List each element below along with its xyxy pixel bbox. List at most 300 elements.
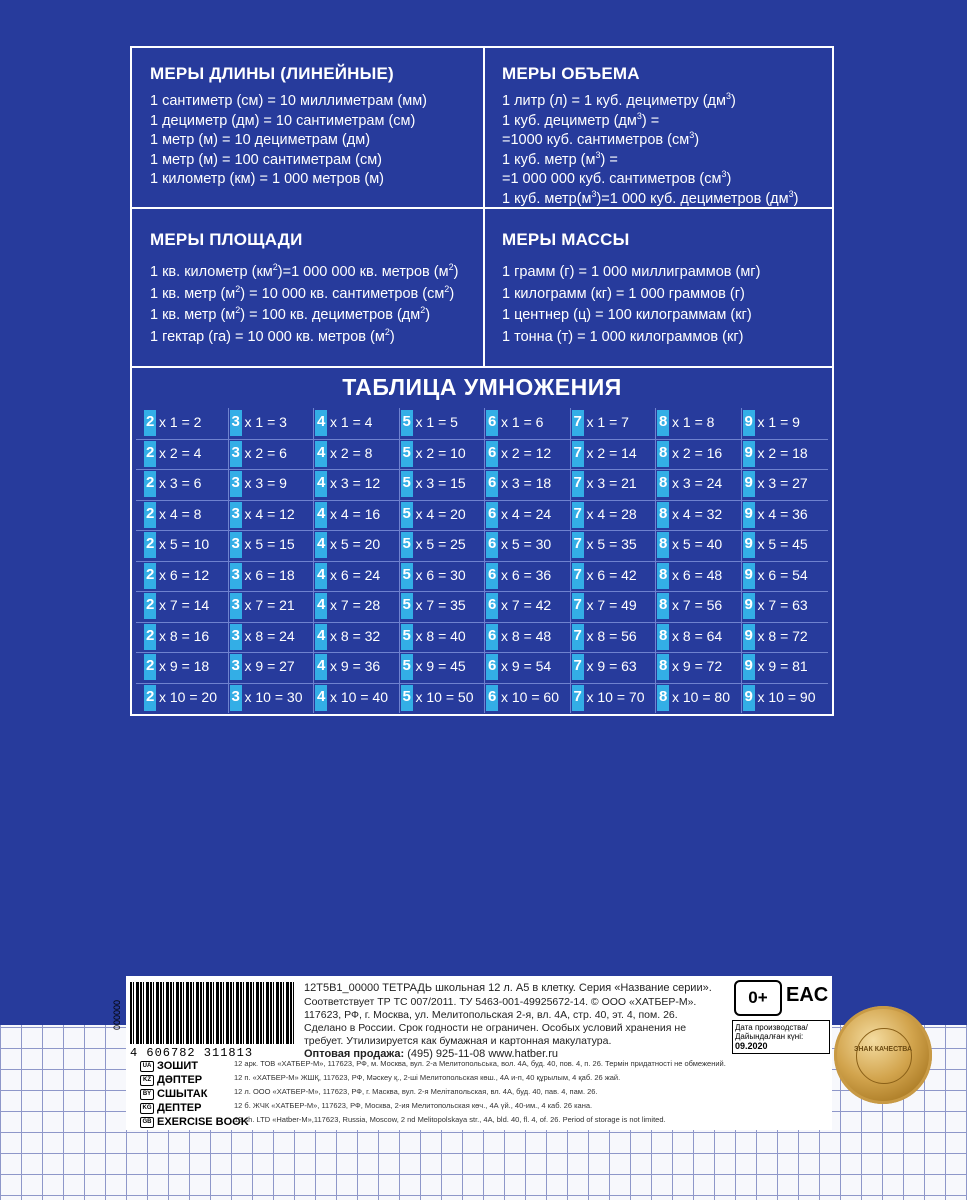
cell-expression: x 8 = 40 [415,627,466,644]
cell-expression: x 2 = 12 [501,444,552,461]
cell-multiplier: 4 [317,413,326,430]
multiplication-cell [743,441,827,467]
multiplication-cell [486,441,570,467]
multiplication-row [144,441,828,467]
cell-expression: x 7 = 56 [672,597,723,613]
cell-multiplier: 6 [488,687,497,705]
cell-multiplier: 3 [231,413,240,430]
multiplication-row [144,654,828,680]
length-line: 1 дециметр (дм) = 10 сантиметрам (см) [150,112,416,129]
multiplication-cell [572,654,656,680]
cell-expression: x 9 = 54 [501,658,552,674]
cell-multiplier: 9 [744,626,753,644]
area-line: 1 гектар (га) = 10 000 кв. метров $(м^2)$ [150,326,395,345]
barcode [130,982,296,1044]
multiplication-cell [572,563,656,589]
cell-expression: x 2 = 4 [159,444,202,461]
mass-line: 1 грамм (г) = 1 000 миллиграммов (мг) [502,264,761,280]
multiplication-cell [401,593,485,619]
column-divider [655,408,656,713]
row-divider [136,530,828,531]
cell-expression: x 8 = 64 [672,627,723,644]
cell-expression: x 1 = 9 [757,414,800,430]
cell-expression: x 4 = 12 [244,505,295,522]
cell-multiplier: 7 [573,657,582,674]
multiplication-row [144,502,828,528]
cell-multiplier: 9 [744,504,753,522]
cell-expression: x 5 = 15 [244,536,295,552]
multiplication-cell [401,410,485,436]
multiplication-cell [743,624,827,650]
cell-multiplier: 2 [146,565,155,583]
lang-text: 12 б. ЖЧК «ХАТБЕР-М», 117623, РФ, Москва, 2-ия Мелитопольская көч., 4А үй., 40-им., 4 каб. 26 кана. [234,1101,593,1110]
cell-expression: x 3 = 15 [415,475,466,491]
multiplication-cell [572,685,656,711]
cell-multiplier: 5 [402,474,411,491]
cell-multiplier: 5 [402,596,411,613]
cell-multiplier: 9 [744,474,753,491]
cell-expression: x 3 = 27 [757,475,808,491]
column-divider [313,408,314,713]
cell-multiplier: 6 [488,626,497,644]
cell-expression: x 8 = 32 [330,627,381,644]
volume-line: 1 куб. $метр(м^3)=1$ 000 куб. дециметров $(дм^3)$ [502,188,799,207]
row-divider [136,591,828,592]
cell-multiplier: 8 [659,596,668,613]
multiplication-cell [743,685,827,711]
cell-expression: x 9 = 72 [672,658,723,674]
cell-multiplier: 8 [659,565,668,583]
row-divider [136,683,828,684]
multiplication-cell [315,654,399,680]
cell-expression: x 4 = 24 [501,505,552,522]
cell-multiplier: 5 [402,504,411,522]
multiplication-cell [743,593,827,619]
cell-expression: x 8 = 16 [159,627,210,644]
cell-expression: x 3 = 6 [159,475,202,491]
cell-multiplier: 4 [317,443,326,461]
multiplication-cell [230,441,314,467]
cell-multiplier: 8 [659,443,668,461]
cell-multiplier: 6 [488,657,497,674]
multiplication-cell [230,532,314,558]
cell-multiplier: 5 [402,687,411,705]
cell-multiplier: 7 [573,504,582,522]
cell-multiplier: 5 [402,657,411,674]
cell-expression: x 1 = 3 [244,414,287,430]
cell-multiplier: 7 [573,596,582,613]
multiplication-cell [315,502,399,528]
cell-multiplier: 7 [573,474,582,491]
cell-multiplier: 5 [402,565,411,583]
multiplication-cell [486,685,570,711]
cell-expression: x 4 = 16 [330,505,381,522]
multiplication-cell [743,502,827,528]
multiplication-row [144,624,828,650]
cell-expression: x 10 = 90 [757,688,816,705]
cell-multiplier: 3 [231,504,240,522]
multiplication-cell [572,441,656,467]
volume-line: =1 000 000 куб. сантиметров $(см^3)$ [502,169,732,187]
multiplication-cell [743,471,827,497]
cell-multiplier: 6 [488,596,497,613]
cell-expression: x 7 = 35 [415,597,466,613]
cell-multiplier: 8 [659,687,668,705]
cell-expression: x 3 = 12 [330,475,381,491]
row-divider [136,439,828,440]
lang-row-ua: UA ЗОШИТ [140,1060,198,1072]
multiplication-cell [144,624,228,650]
cell-multiplier: 9 [744,413,753,430]
cell-multiplier: 4 [317,687,326,705]
cell-expression: x 5 = 30 [501,536,552,552]
multiplication-cell [144,471,228,497]
multiplication-cell [657,410,741,436]
multiplication-cell [315,593,399,619]
row-divider [136,469,828,470]
multiplication-cell [401,685,485,711]
cell-expression: x 4 = 32 [672,505,723,522]
cell-multiplier: 5 [402,535,411,552]
multiplication-cell [743,563,827,589]
multiplication-cell [315,563,399,589]
length-line: 1 километр (км) = 1 000 метров (м) [150,171,384,187]
multiplication-cell [315,532,399,558]
cell-multiplier: 8 [659,535,668,552]
mass-line: 1 килограмм (кг) = 1 000 граммов (г) [502,285,745,302]
cell-multiplier: 7 [573,687,582,705]
multiplication-cell [486,410,570,436]
multiplication-cell [486,654,570,680]
cell-multiplier: 8 [659,626,668,644]
cell-expression: x 2 = 16 [672,444,723,461]
multiplication-cell [230,593,314,619]
cell-expression: x 10 = 70 [586,688,645,705]
multiplication-cell [657,624,741,650]
cell-expression: x 5 = 10 [159,536,210,552]
lang-text: 12 л. ООО «ХАТБЕР-М», 117623, РФ, г. Масква, вул. 2-я Мелітапольская, вл. 4А, буд. 40, пав. 4, пам. 26. [234,1087,598,1096]
multiplication-cell [743,654,827,680]
multiplication-cell [401,441,485,467]
cell-multiplier: 3 [231,565,240,583]
cell-expression: x 8 = 48 [501,627,552,644]
cell-expression: x 4 = 36 [757,505,808,522]
cell-multiplier: 7 [573,535,582,552]
mass-line: 1 тонна (т) = 1 000 килограммов (кг) [502,328,744,345]
cell-expression: x 4 = 20 [415,505,466,522]
multiplication-title: ТАБЛИЦА УМНОЖЕНИЯ [342,374,622,400]
cell-expression: x 10 = 60 [501,688,559,705]
cell-expression: x 9 = 81 [757,658,808,674]
multiplication-cell [401,532,485,558]
cell-multiplier: 5 [402,626,411,644]
cell-expression: x 7 = 63 [757,597,808,613]
cell-expression: x 3 = 9 [244,475,287,491]
multiplication-cell [657,593,741,619]
multiplication-cell [657,654,741,680]
cell-expression: x 5 = 20 [330,536,381,552]
barcode-side-code: 000000 [112,999,122,1030]
lang-row-kz: KZ ДӘПТЕР [140,1074,202,1086]
multiplication-cell [144,532,228,558]
multiplication-cell [486,471,570,497]
mass-measures [502,230,760,348]
mass-title: МЕРЫ МАССЫ [502,230,630,249]
cell-expression: x 9 = 36 [330,658,381,674]
cell-expression: x 7 = 21 [244,597,295,613]
cell-expression: x 1 = 6 [501,414,544,430]
cell-expression: x 3 = 24 [672,475,723,491]
cell-multiplier: 6 [488,565,497,583]
production-date-value: 09.2020 [735,1041,768,1051]
cell-multiplier: 4 [317,596,326,613]
cell-expression: x 2 = 8 [330,444,373,461]
cell-multiplier: 2 [146,687,155,705]
cell-expression: x 10 = 40 [330,688,388,705]
cell-expression: x 10 = 80 [672,688,730,705]
cell-multiplier: 3 [231,474,240,491]
cell-multiplier: 6 [488,443,497,461]
cell-expression: x 3 = 21 [586,475,637,491]
multiplication-cell [743,410,827,436]
cell-multiplier: 9 [744,596,753,613]
cell-expression: x 2 = 18 [757,444,808,461]
cell-expression: x 9 = 63 [586,658,637,674]
multiplication-cell [572,502,656,528]
cell-expression: x 1 = 4 [330,414,373,430]
multiplication-cell [486,593,570,619]
multiplication-cell [144,502,228,528]
cell-multiplier: 9 [744,687,753,705]
multiplication-row [144,532,828,558]
cell-expression: x 1 = 5 [415,414,458,430]
cell-multiplier: 3 [231,657,240,674]
cell-multiplier: 7 [573,565,582,583]
cell-expression: x 5 = 40 [672,536,723,552]
flag-icon: GB [140,1117,154,1128]
cell-expression: x 10 = 30 [244,688,303,705]
multiplication-cell [144,410,228,436]
cell-multiplier: 9 [744,535,753,552]
cell-multiplier: 8 [659,657,668,674]
multiplication-cell [572,593,656,619]
label-line: Сделано в России. Срок годности не ограничен. Особых условий хранения не [304,1022,687,1034]
cell-multiplier: 5 [402,443,411,461]
multiplication-row [144,563,828,589]
multiplication-cell [230,685,314,711]
cell-multiplier: 2 [146,443,155,461]
column-divider [570,408,571,713]
cell-expression: x 6 = 48 [672,566,723,583]
area-title: МЕРЫ ПЛОЩАДИ [150,230,303,249]
cell-expression: x 1 = 8 [672,414,715,430]
volume-line: 1 куб. метр $(м^3)$ = [502,149,618,168]
divider-horizontal-2 [130,366,834,368]
cell-expression: x 4 = 8 [159,505,202,522]
multiplication-cell [486,502,570,528]
multiplication-cell [315,471,399,497]
multiplication-cell [144,563,228,589]
multiplication-cell [657,532,741,558]
multiplication-cell [144,593,228,619]
multiplication-cell [401,471,485,497]
area-measures [150,230,458,348]
multiplication-cell [315,624,399,650]
area-line: 1 кв. километр $(км^2)=1$ 000 000 кв. метров $(м^2)$ [150,262,459,280]
multiplication-cell [486,624,570,650]
multiplication-cell [486,563,570,589]
cell-expression: x 10 = 20 [159,688,217,705]
flag-icon: UA [140,1061,154,1072]
lang-row-by: BY СШЫТАК [140,1088,207,1100]
cell-multiplier: 3 [231,687,240,705]
multiplication-cell [144,685,228,711]
cell-expression: x 6 = 18 [244,566,295,583]
multiplication-cell [401,624,485,650]
cell-multiplier: 2 [146,413,155,430]
cell-multiplier: 4 [317,504,326,522]
cell-multiplier: 8 [659,413,668,430]
cell-multiplier: 6 [488,535,497,552]
multiplication-cell [230,502,314,528]
cell-multiplier: 2 [146,657,155,674]
cell-multiplier: 5 [402,413,411,430]
flag-icon: KZ [140,1075,154,1086]
area-line: 1 кв. метр $(м^2) = 100$ кв. дециметров $(дм^2)$ [150,305,431,323]
eac-mark: EAC [786,984,829,1006]
cell-multiplier: 4 [317,535,326,552]
multiplication-cell [230,654,314,680]
cell-multiplier: 4 [317,626,326,644]
cell-multiplier: 2 [146,596,155,613]
cell-multiplier: 2 [146,535,155,552]
multiplication-cell [657,502,741,528]
cell-multiplier: 9 [744,565,753,583]
cell-expression: x 3 = 18 [501,475,552,491]
multiplication-cell [230,624,314,650]
cell-multiplier: 2 [146,504,155,522]
cell-expression: x 7 = 28 [330,597,381,613]
multiplication-cell [230,471,314,497]
production-date-label: Дата производства/ Дайындалған күні: [735,1023,808,1041]
lang-text: 12 арк. ТОВ «ХАТБЕР-М», 117623, РФ, м. Москва, вул. 2-а Мелитопольська, вол. 4А, буд. 40, пов. 4, п. 26. Термін придатності не обмежений. [234,1059,726,1068]
multiplication-cell [144,654,228,680]
volume-measures [502,64,798,209]
multiplication-row [144,410,828,436]
volume-line: =1000 куб. сантиметров $(см^3)$ [502,130,700,148]
multiplication-cell [144,441,228,467]
multiplication-cell [315,685,399,711]
column-divider [228,408,229,713]
flag-icon: KG [140,1103,154,1114]
row-divider [136,652,828,653]
cell-multiplier: 4 [317,565,326,583]
multiplication-cell [572,532,656,558]
column-divider [399,408,400,713]
sku-line: 12Т5В1_00000 ТЕТРАДЬ школьная 12 л. А5 в клетку. Серия «Название серии». [304,982,712,994]
multiplication-cell [315,410,399,436]
barcode-number: 4 606782 311813 [130,1046,254,1060]
cell-multiplier: 3 [231,535,240,552]
cell-multiplier: 6 [488,504,497,522]
cell-expression: x 1 = 7 [586,414,629,430]
volume-line: 1 литр (л) = 1 куб. дециметру $(дм^3)$ [502,91,736,109]
length-title: МЕРЫ ДЛИНЫ (ЛИНЕЙНЫЕ) [150,64,394,83]
cell-multiplier: 3 [231,596,240,613]
length-measures [150,64,427,190]
cell-multiplier: 9 [744,443,753,461]
multiplication-cell [657,563,741,589]
cell-expression: x 9 = 45 [415,658,466,674]
cell-expression: x 8 = 72 [757,627,808,644]
multiplication-cell [230,563,314,589]
multiplication-row [144,685,828,711]
multiplication-cell [572,471,656,497]
cell-expression: x 9 = 27 [244,658,295,674]
cell-expression: x 6 = 24 [330,566,381,583]
cell-expression: x 6 = 42 [586,566,637,583]
cell-expression: x 5 = 45 [757,536,808,552]
cell-expression: x 5 = 25 [415,536,466,552]
cell-multiplier: 2 [146,626,155,644]
row-divider [136,561,828,562]
cell-expression: x 10 = 50 [415,688,474,705]
lang-text: 12 п. «ХАТБЕР-М» ЖШҚ, 117623, РФ, Мәскеу қ., 2-ші Мелитопольская көш., 4А и-п, 40 құрылым, 4 қаб. 26 жай. [234,1073,621,1082]
cell-expression: x 6 = 54 [757,566,808,583]
cell-expression: x 7 = 42 [501,597,552,613]
column-divider [741,408,742,713]
flag-icon: BY [140,1089,154,1100]
label-line: Соответствует ТР ТС 007/2011. ТУ 5463-001-49925672-14. © ООО «ХАТБЕР-М». [304,996,697,1008]
cell-expression: x 6 = 36 [501,566,552,583]
multiplication-cell [401,502,485,528]
seal-text: ЗНАК КАЧЕСТВА [853,1046,912,1053]
volume-line: 1 куб. дециметр $(дм^3)$ = [502,110,660,129]
quality-seal-icon [834,1006,932,1104]
length-line: 1 сантиметр (см) = 10 миллиметрам (мм) [150,93,428,109]
length-line: 1 метр (м) = 10 дециметрам (дм) [150,132,371,148]
cell-expression: x 7 = 49 [586,597,637,613]
cell-multiplier: 4 [317,657,326,674]
row-divider [136,622,828,623]
cell-multiplier: 7 [573,626,582,644]
cell-expression: x 1 = 2 [159,414,202,430]
cell-multiplier: 3 [231,626,240,644]
cell-multiplier: 9 [744,657,753,674]
label-line: требует. Утилизируется как бумажная и картонная макулатура. [304,1035,612,1047]
cell-multiplier: 2 [146,474,155,491]
multiplication-cell [401,563,485,589]
cell-multiplier: 6 [488,474,497,491]
multiplication-cell [572,410,656,436]
mass-line: 1 центнер (ц) = 100 килограммам (кг) [502,307,752,323]
cell-expression: x 8 = 56 [586,627,637,644]
cell-expression: x 6 = 12 [159,566,210,583]
cell-multiplier: 6 [488,413,497,430]
multiplication-cell [572,624,656,650]
column-divider [484,408,485,713]
label-line: 117623, РФ, г. Москва, ул. Мелитопольская 2-я, вл. 4А, стр. 40, эт. 4, пом. 26. [304,1009,678,1021]
cell-expression: x 2 = 10 [415,444,466,461]
cell-expression: x 8 = 24 [244,627,295,644]
multiplication-cell [657,471,741,497]
cell-expression: x 2 = 14 [586,444,637,461]
age-rating-badge: 0+ [734,980,782,1016]
multiplication-cell [315,441,399,467]
cell-expression: x 5 = 35 [586,536,637,552]
cell-multiplier: 7 [573,443,582,461]
length-line: 1 метр (м) = 100 сантиметрам (см) [150,151,383,168]
